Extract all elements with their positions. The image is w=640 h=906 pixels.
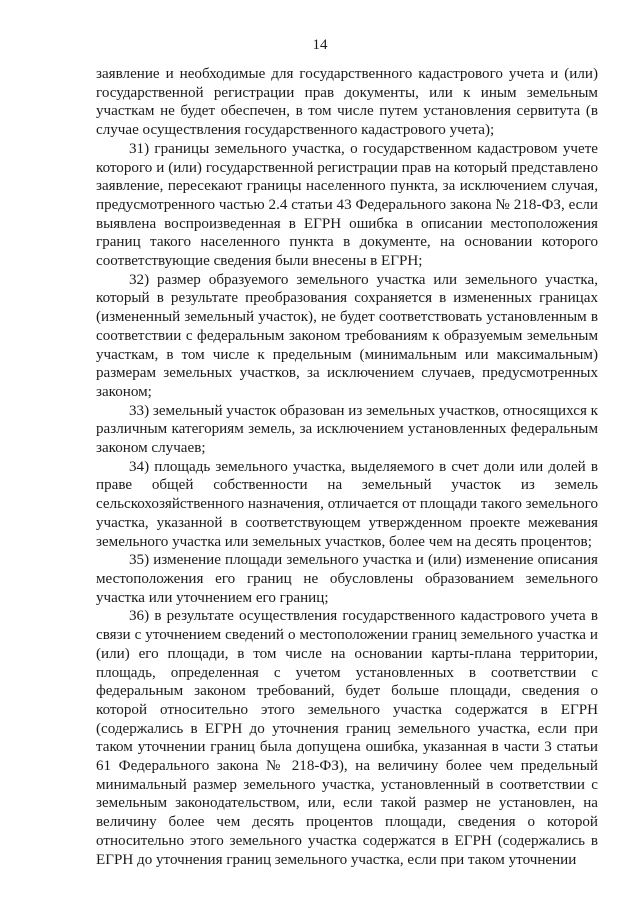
- paragraph-continuation: заявление и необходимые для государственного кадастрового учета и (или) государственной регистрации прав документы, или к иным земельным участкам не будет обеспечен, в том числе путем установления сервитута (в случае осуществления государственного кадастрового учета);: [96, 66, 598, 139]
- paragraph-item-33: 33) земельный участок образован из земельных участков, относящихся к различным категориям земель, за исключением установленных федеральным законом случаев;: [96, 402, 598, 457]
- paragraph-item-36: 36) в результате осуществления государственного кадастрового учета в связи с уточнением сведений о местоположении границ земельного участка и (или) его площади, в том числе на основании карты-плана территории, площадь, определенная с учетом установленных в соответствии с федеральным законом требований, будет больше площади, сведения о которой относительно этого земельного участка содержатся в ЕГРН (содержались в ЕГРН до уточнения границ земельного участка, если при таком уточнении границ была допущена ошибка, указанная в части 3 статьи 61 Федерального закона № 218-ФЗ), на величину более чем предельный минимальный размер земельного участка, установленный в соответствии с земельным законодательством, или, если такой размер не установлен, на величину более чем десять процентов площади, сведения о которой относительно этого земельного участка содержатся в ЕГРН (содержались в ЕГРН до уточнения границ земельного участка, если при таком уточнении: [96, 608, 598, 868]
- paragraph-item-35: 35) изменение площади земельного участка и (или) изменение описания местоположения его границ не обусловлены образованием земельного участка или уточнением его границ;: [96, 552, 598, 606]
- paragraph-item-32: 32) размер образуемого земельного участка или земельного участка, который в результате преобразования сохраняется в измененных границах (измененный земельный участок), не будет соответствовать установленным в соответствии с федеральным законом требованиям к образуемым земельным участкам, в том числе к предельным (минимальным или максимальным) размерам земельных участков, за исключением случаев, предусмотренных законом;: [96, 271, 598, 400]
- document-body: [96, 65, 598, 869]
- page-number: 14: [312, 37, 328, 53]
- paragraph-item-34: 34) площадь земельного участка, выделяемого в счет доли или долей в праве общей собственности на земельный участок из земель сельскохозяйственного назначения, отличается от площади такого земельного участка, указанной в соответствующем утвержденном проекте межевания земельного участка или земельных участков, более чем на десять процентов;: [96, 458, 598, 550]
- paragraph-item-31: 31) границы земельного участка, о государственном кадастровом учете которого и (или) государственной регистрации прав на который представлено заявление, пересекают границы населенного пункта, за исключением случая, предусмотренного частью 2.4 статьи 43 Федерального закона № 218-ФЗ, если выявлена воспроизведенная в ЕГРН ошибка в описании местоположения границ такого населенного пункта в документе, на основании которого соответствующие сведения были внесены в ЕГРН;: [96, 140, 598, 270]
